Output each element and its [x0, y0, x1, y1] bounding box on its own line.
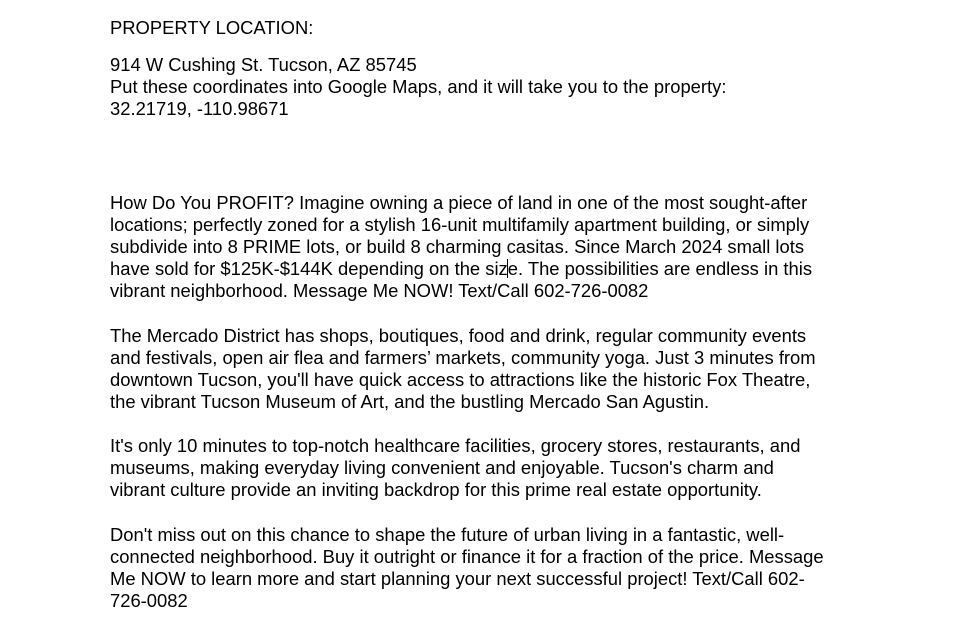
paragraph-call-to-action	[110, 524, 824, 612]
address-block	[110, 54, 726, 120]
paragraph-line: subdivide into 8 PRIME lots, or build 8 charming casitas. Since March 2024 small lots	[110, 236, 805, 257]
paragraph-line: Me NOW to learn more and start planning your next successful project! Text/Call 602-	[110, 568, 805, 589]
paragraph-line: 726-0082	[110, 590, 188, 611]
paragraph-profit	[110, 192, 812, 302]
property-location-heading: PROPERTY LOCATION:	[110, 17, 314, 38]
address-line: 914 W Cushing St. Tucson, AZ 85745	[110, 54, 417, 75]
paragraph-line: the vibrant Tucson Museum of Art, and the bustling Mercado San Agustin.	[110, 391, 710, 412]
line-text-after-caret: e. The possibilities are endless in this	[507, 258, 813, 279]
heading-block	[110, 17, 313, 39]
paragraph-line: Don't miss out on this chance to shape the future of urban living in a fantastic, well-	[110, 524, 785, 545]
coordinates-intro: Put these coordinates into Google Maps, and it will take you to the property:	[110, 76, 727, 97]
paragraph-line: downtown Tucson, you'll have quick access to attractions like the historic Fox Theatre,	[110, 369, 811, 390]
paragraph-line: locations; perfectly zoned for a stylish 16-unit multifamily apartment building, or simply	[110, 214, 810, 235]
paragraph-mercado	[110, 325, 816, 413]
paragraph-line: museums, making everyday living convenient and enjoyable. Tucson's charm and	[110, 457, 774, 478]
line-text-before-caret: have sold for $125K-$144K depending on the siz	[110, 258, 508, 279]
paragraph-line	[110, 258, 812, 280]
paragraph-line: vibrant culture provide an inviting backdrop for this prime real estate opportunity.	[110, 479, 762, 500]
paragraph-line: vibrant neighborhood. Message Me NOW! Text/Call 602-726-0082	[110, 280, 649, 301]
paragraph-line: connected neighborhood. Buy it outright or finance it for a fraction of the price. Message	[110, 546, 824, 567]
paragraph-line: The Mercado District has shops, boutiques, food and drink, regular community events	[110, 325, 807, 346]
paragraph-line: How Do You PROFIT? Imagine owning a piece of land in one of the most sought-after	[110, 192, 808, 213]
paragraph-line: and festivals, open air flea and farmers’ markets, community yoga. Just 3 minutes from	[110, 347, 816, 368]
paragraph-amenities	[110, 435, 800, 501]
coordinates-value: 32.21719, -110.98671	[110, 98, 289, 119]
paragraph-line: It's only 10 minutes to top-notch healthcare facilities, grocery stores, restaurants, and	[110, 435, 801, 456]
